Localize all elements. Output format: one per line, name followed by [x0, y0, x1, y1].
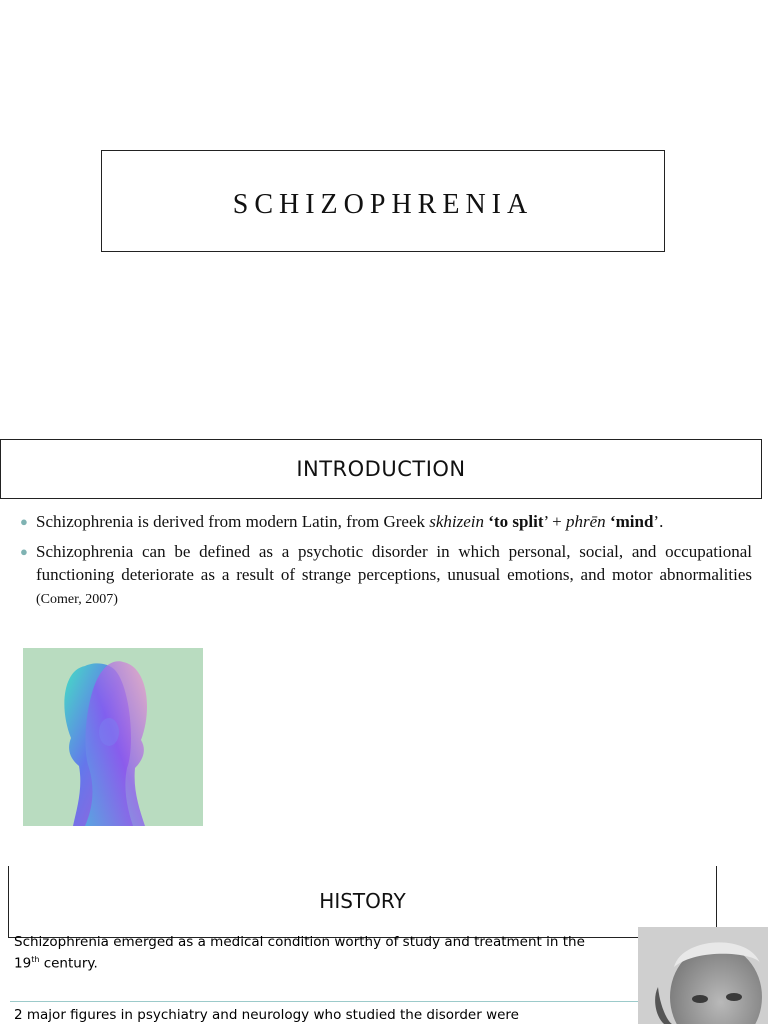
- bullet-item-etymology: [20, 510, 752, 533]
- title-box: [101, 150, 665, 252]
- history-paragraph-2: 2 major figures in psychiatry and neurology who studied the disorder were: [14, 1007, 519, 1023]
- history-paragraph-1: [14, 933, 614, 973]
- history-text-b: century.: [39, 955, 98, 972]
- slide-title: SCHIZOPHRENIA: [232, 189, 534, 220]
- etymology-joiner: ’ +: [543, 512, 567, 531]
- history-text-a: Schizophrenia emerged as a medical condition worthy of study and treatment in the 19: [14, 934, 585, 972]
- meaning-split: ‘to split: [484, 512, 544, 531]
- greek-word-phren: phrēn: [566, 512, 606, 531]
- definition-text: Schizophrenia can be defined as a psychotic disorder in which personal, social, and occupational functioning deteriorate as a result of strange perceptions, unusual emotions, and motor abnormalities: [36, 542, 752, 584]
- etymology-end: ’.: [653, 512, 664, 531]
- bullet-item-definition: [20, 540, 752, 611]
- bullet-dot-icon: ●: [20, 544, 28, 559]
- bullet-dot-icon: ●: [20, 514, 28, 529]
- bullet-text: [36, 540, 752, 611]
- introduction-bullets: [20, 510, 752, 618]
- citation: (Comer, 2007): [36, 592, 118, 607]
- meaning-mind: ‘mind: [605, 512, 654, 531]
- etymology-text: Schizophrenia is derived from modern Latin, from Greek: [36, 512, 430, 531]
- greek-word-skhizein: skhizein: [429, 512, 485, 531]
- history-heading: HISTORY: [319, 889, 406, 913]
- introduction-header-box: [0, 439, 762, 499]
- introduction-heading: INTRODUCTION: [296, 457, 466, 481]
- double-face-illustration: [23, 648, 203, 826]
- bullet-text: [36, 510, 752, 533]
- portrait-photo: [638, 927, 768, 1024]
- ordinal-suffix: th: [31, 955, 40, 964]
- divider-line: [10, 1001, 638, 1002]
